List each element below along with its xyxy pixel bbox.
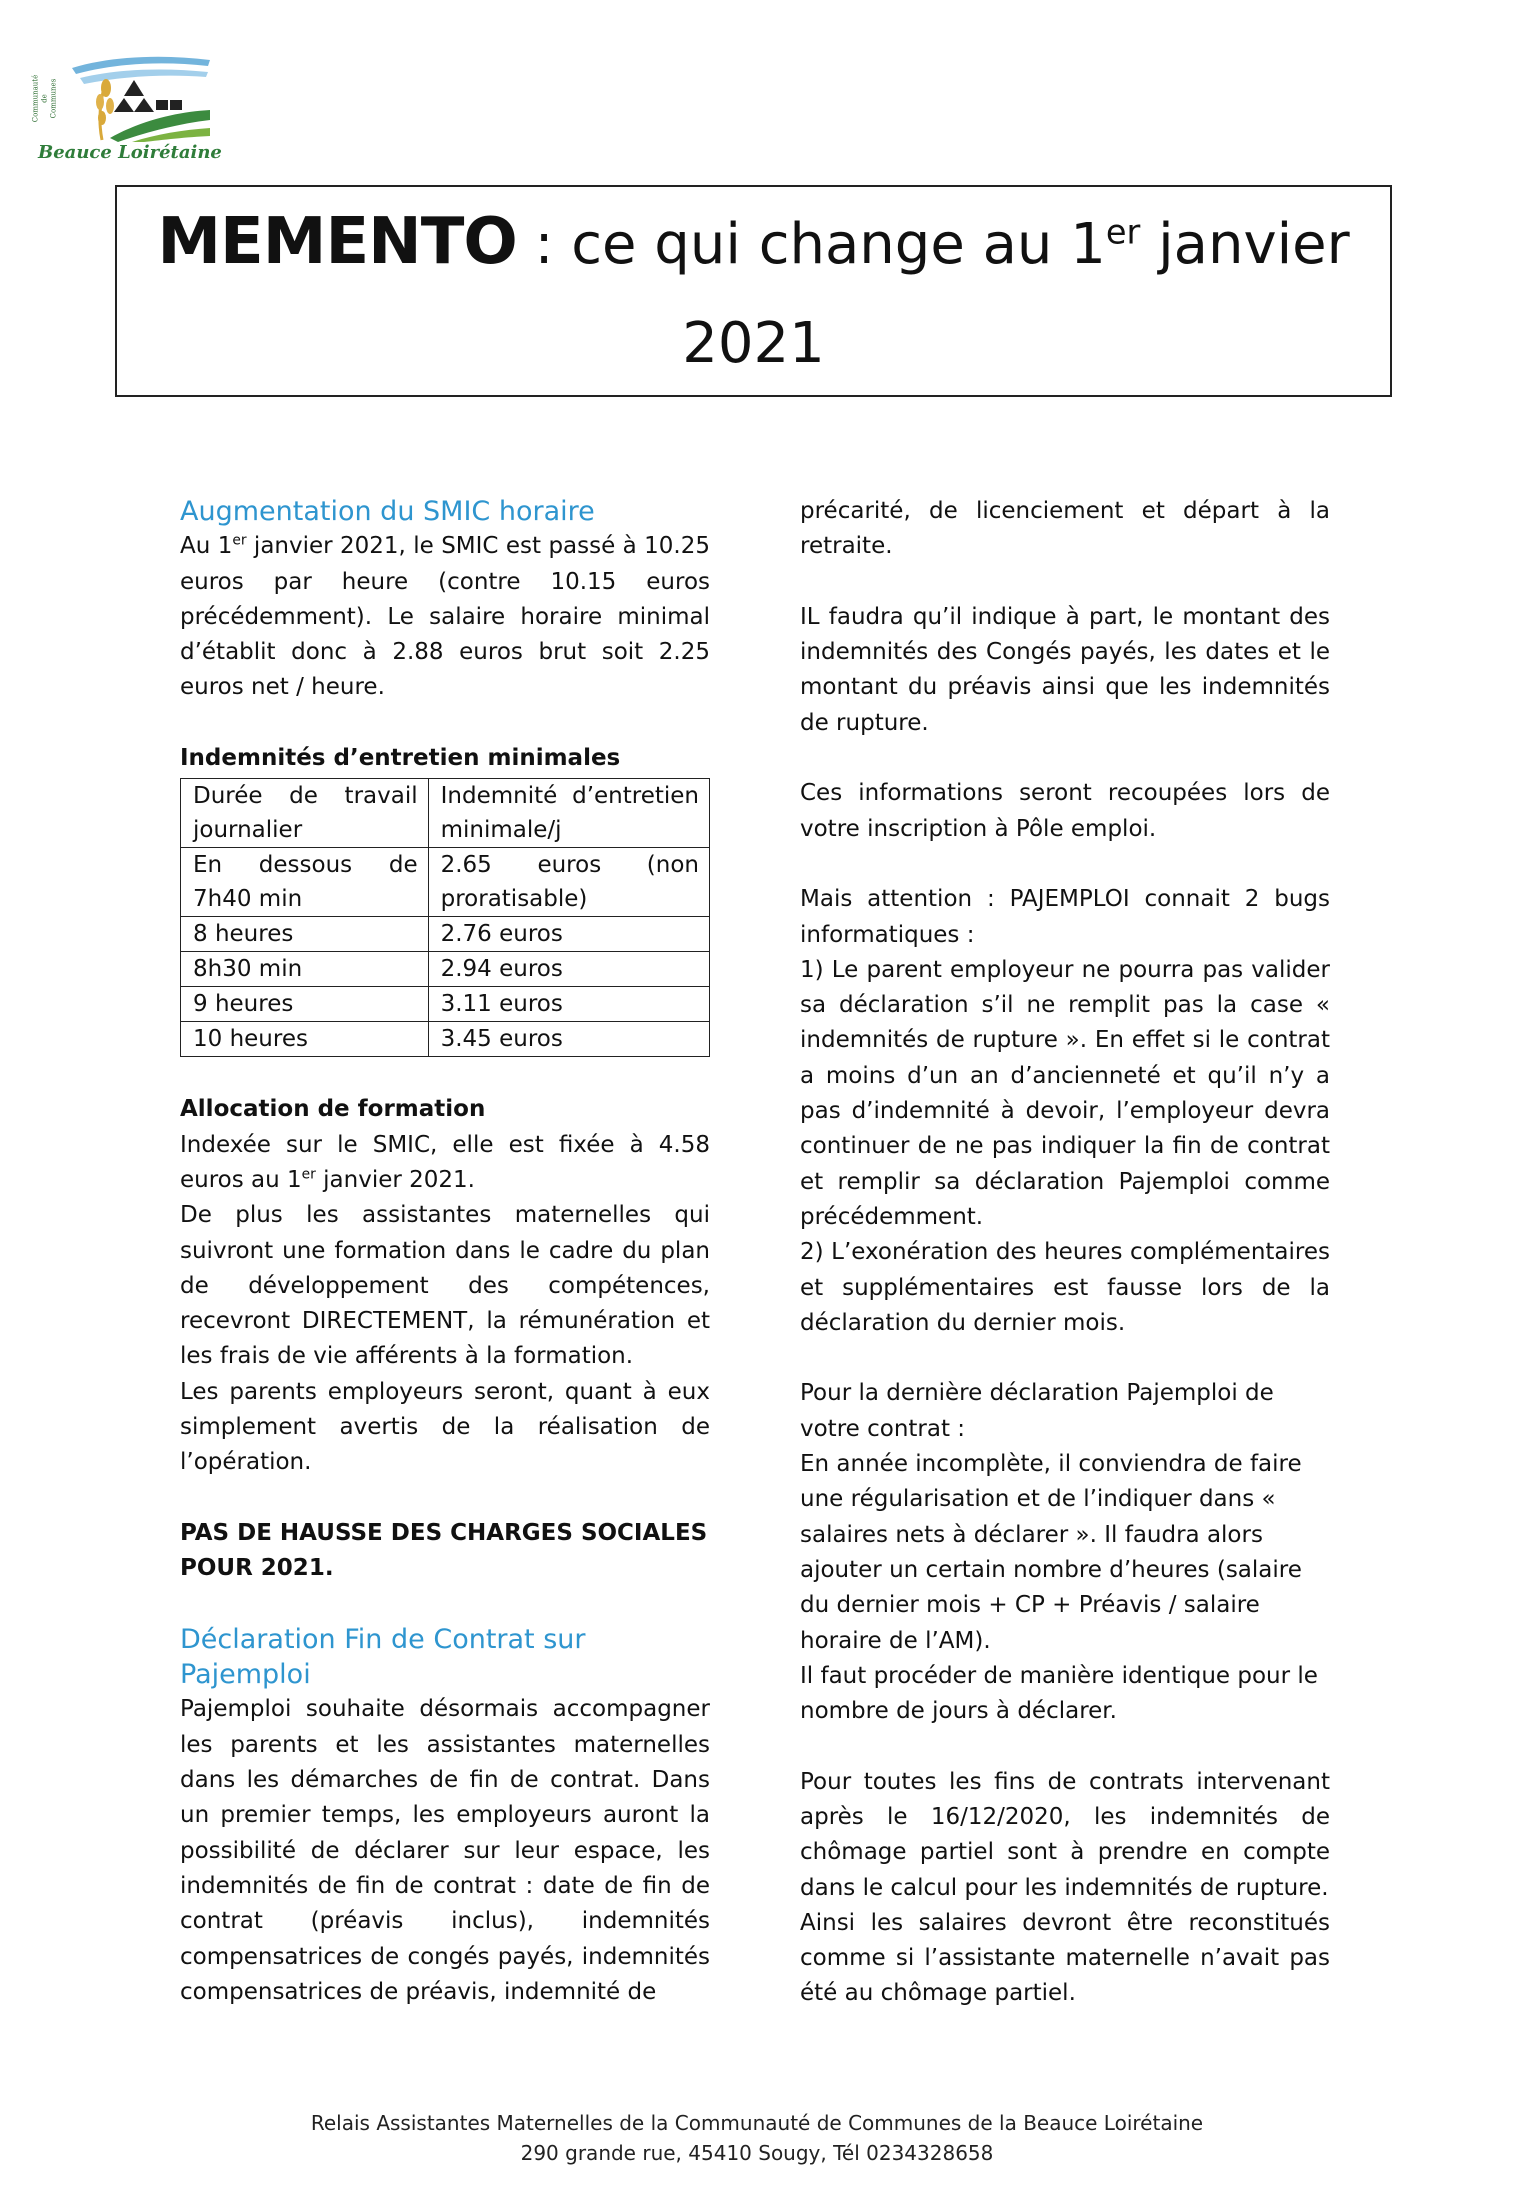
table-cell: 3.45 euros (428, 1022, 709, 1057)
table-row (181, 848, 710, 917)
table-row (181, 952, 710, 987)
right-paragraph-2: IL faudra qu’il indique à part, le montant des indemnités des Congés payés, les dates et le montant du préavis ainsi que les indemnités de rupture. (800, 603, 1330, 736)
table-header-row (181, 779, 710, 848)
table-cell: 2.94 euros (428, 952, 709, 987)
smic-text-a: Au 1 (180, 533, 233, 560)
table-cell: 3.11 euros (428, 987, 709, 1022)
right-paragraph-4: Mais attention : PAJEMPLOI connait 2 bugs informatiques : (800, 886, 1330, 948)
right-paragraph-10: Pour toutes les fins de contrats intervenant après le 16/12/2020, les indemnités de chômage partiel sont à prendre en compte dans le calcul pour les indemnités de rupture. (800, 1768, 1330, 1901)
indemnites-heading: Indemnités d’entretien minimales (180, 745, 621, 772)
declaration-paragraph: Pajemploi souhaite désormais accompagner les parents et les assistantes maternelles dans les démarches de fin de contrat. Dans un premier temps, les employeurs auront la possibilité de déclarer sur leur espace, les indemnités de fin de contrat : date de fin de contrat (préavis inclus), indemnités compensatrices de congés payés, indemnités compensatrices de préavis, indemnité de (180, 1696, 710, 2005)
footer-line-2: 290 grande rue, 45410 Sougy, Tél 0234328658 (520, 2141, 994, 2165)
right-column (800, 494, 1330, 2012)
logo-vertical-text (30, 54, 60, 142)
table-cell: 8 heures (181, 917, 429, 952)
footer (0, 2108, 1514, 2168)
table-row (181, 917, 710, 952)
right-paragraph-7: Pour la dernière déclaration Pajemploi de votre contrat : (800, 1380, 1274, 1442)
title-sup: er (1105, 212, 1141, 252)
logo-vertical-label: Communauté de Communes (31, 74, 58, 122)
table-row (181, 987, 710, 1022)
logo (30, 50, 220, 170)
formation-paragraph-1 (180, 1128, 710, 1199)
right-paragraph-8: En année incomplète, il conviendra de faire une régularisation et de l’indiquer dans « salaires nets à déclarer ». Il faudra alors ajouter un certain nombre d’heures (salaire du dernier mois + CP + Préavis / salaire horaire de l’AM). (800, 1451, 1302, 1654)
right-paragraph-1: précarité, de licenciement et départ à la retraite. (800, 498, 1330, 560)
table-header-cell: Durée de travail journalier (181, 779, 429, 848)
right-paragraph-9: Il faut procéder de manière identique pour le nombre de jours à déclarer. (800, 1662, 1318, 1725)
right-paragraph-5: 1) Le parent employeur ne pourra pas valider sa déclaration s’il ne remplit pas la case « indemnités de rupture ». En effet si le contrat a moins d’un an d’ancienneté et qu’il n’y a pas d’indemnité à devoir, l’employeur devra continuer de ne pas indiquer la fin de contrat et remplir sa déclaration Pajemploi comme précédemment. (800, 956, 1330, 1230)
smic-text-b: janvier 2021, le SMIC est passé à 10.25 euros par heure (contre 10.15 euros précédemment). Le salaire horaire minimal d’établit donc à 2.88 euros brut soit 2.25 euros net / heure. (180, 533, 710, 701)
table-cell: 10 heures (181, 1022, 429, 1057)
declaration-heading: Déclaration Fin de Contrat sur Pajemploi (180, 1623, 586, 1691)
footer-line-1: Relais Assistantes Maternelles de la Communauté de Communes de la Beauce Loirétaine (310, 2111, 1204, 2135)
formation-heading: Allocation de formation (180, 1096, 486, 1123)
table-header-cell: Indemnité d’entretien minimale/j (428, 779, 709, 848)
formation-sup: er (301, 1166, 316, 1183)
right-paragraph-3: Ces informations seront recoupées lors de votre inscription à Pôle emploi. (800, 780, 1330, 842)
table-cell: 2.76 euros (428, 917, 709, 952)
smic-sup: er (232, 532, 247, 549)
right-paragraph-6: 2) L’exonération des heures complémentaires et supplémentaires est fausse lors de la déclaration du dernier mois. (800, 1239, 1330, 1336)
table-cell: 8h30 min (181, 952, 429, 987)
formation-text-a: Indexée sur le SMIC, elle est fixée à 4.58 euros au 1 (180, 1131, 710, 1193)
title-year: 2021 (682, 311, 825, 376)
table-cell: En dessous de 7h40 min (181, 848, 429, 917)
charges-notice: PAS DE HAUSSE DES CHARGES SOCIALES POUR 2021. (180, 1519, 708, 1582)
table-row (181, 1022, 710, 1057)
table-cell: 2.65 euros (non proratisable) (428, 848, 709, 917)
smic-heading: Augmentation du SMIC horaire (180, 496, 595, 527)
title-box (115, 185, 1392, 397)
formation-text-b: janvier 2021. (315, 1166, 475, 1193)
formation-paragraph-2: De plus les assistantes maternelles qui suivront une formation dans le cadre du plan de développement des compétences, recevront DIRECTEMENT, la rémunération et les frais de vie afférents à la formation. (180, 1202, 710, 1370)
left-column (180, 494, 710, 2010)
title-rest: : ce qui change au 1 (516, 212, 1106, 277)
title-rest-after: janvier (1140, 212, 1350, 277)
logo-emblem-icon (62, 50, 212, 142)
page-title (117, 207, 1390, 280)
logo-name: Beauce Loirétaine (38, 142, 222, 163)
formation-paragraph-3: Les parents employeurs seront, quant à eux simplement avertis de la réalisation de l’opération. (180, 1378, 710, 1476)
right-paragraph-11: Ainsi les salaires devront être reconstitués comme si l’assistante maternelle n’avait pas été au chômage partiel. (800, 1909, 1330, 2007)
indemnites-table (180, 778, 710, 1057)
smic-paragraph (180, 529, 710, 705)
table-cell: 9 heures (181, 987, 429, 1022)
title-main: MEMENTO (157, 205, 517, 279)
